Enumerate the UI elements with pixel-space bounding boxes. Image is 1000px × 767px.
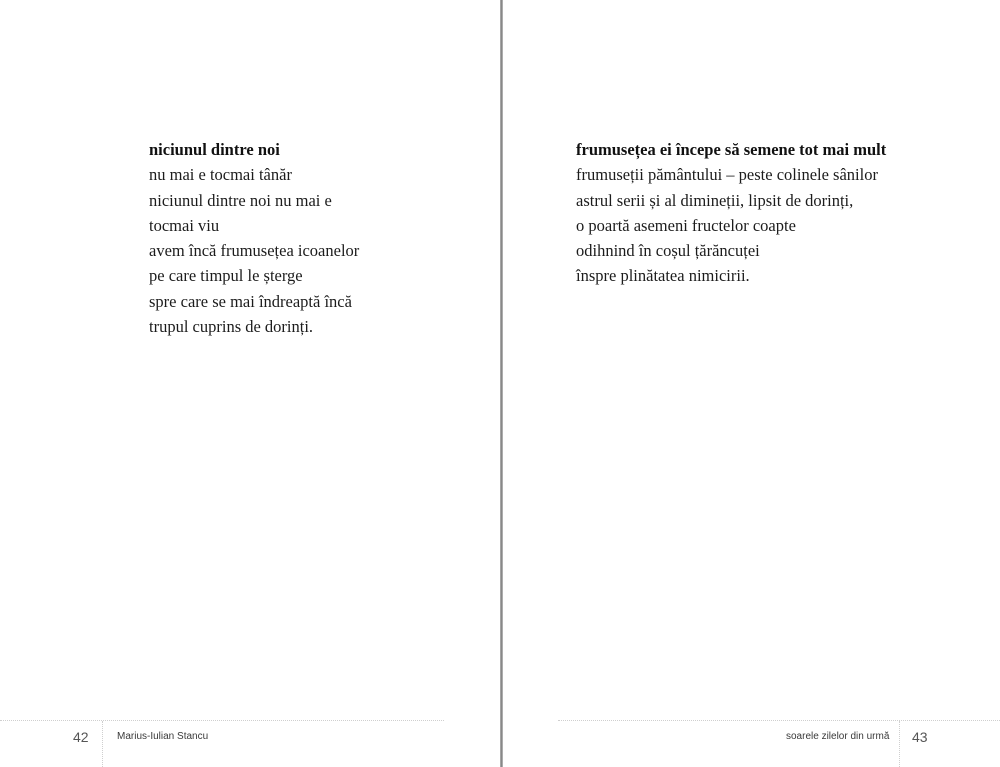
right-poem-line-4: odihnind în coșul țărăncuței (576, 241, 760, 261)
left-poem-line-2: niciunul dintre noi nu mai e (149, 190, 332, 210)
right-page (503, 0, 1000, 767)
left-poem-line-7: trupul cuprins de dorinți. (149, 317, 314, 337)
left-footer-divider (102, 721, 103, 767)
right-poem-line-5: înspre plinătatea nimicirii. (576, 266, 750, 286)
right-poem-line-2: astrul serii și al dimineții, lipsit de dorinți, (576, 190, 854, 210)
left-footer-rule (0, 720, 444, 721)
right-poem-line-3: o poartă asemeni fructelor coapte (576, 215, 796, 235)
left-poem-line-3: tocmai viu (149, 215, 220, 235)
right-poem-title: frumusețea ei începe să semene tot mai mult (576, 140, 887, 159)
left-running-head-author: Marius-Iulian Stancu (117, 731, 209, 742)
left-poem-title: niciunul dintre noi (149, 140, 280, 159)
right-running-head-title: soarele zilelor din urmă (786, 731, 890, 742)
left-poem (149, 137, 359, 339)
left-page-number: 42 (73, 729, 89, 745)
right-poem-line-1: frumuseții pământului – peste colinele sânilor (576, 165, 878, 185)
left-poem-line-4: avem încă frumusețea icoanelor (149, 241, 360, 261)
right-poem (576, 137, 886, 289)
left-poem-line-5: pe care timpul le șterge (149, 266, 303, 286)
right-footer-divider (899, 721, 900, 767)
right-footer-rule (558, 720, 1000, 721)
left-poem-line-1: nu mai e tocmai tânăr (149, 165, 292, 185)
left-poem-line-6: spre care se mai îndreaptă încă (149, 291, 352, 311)
right-page-number: 43 (912, 729, 928, 745)
